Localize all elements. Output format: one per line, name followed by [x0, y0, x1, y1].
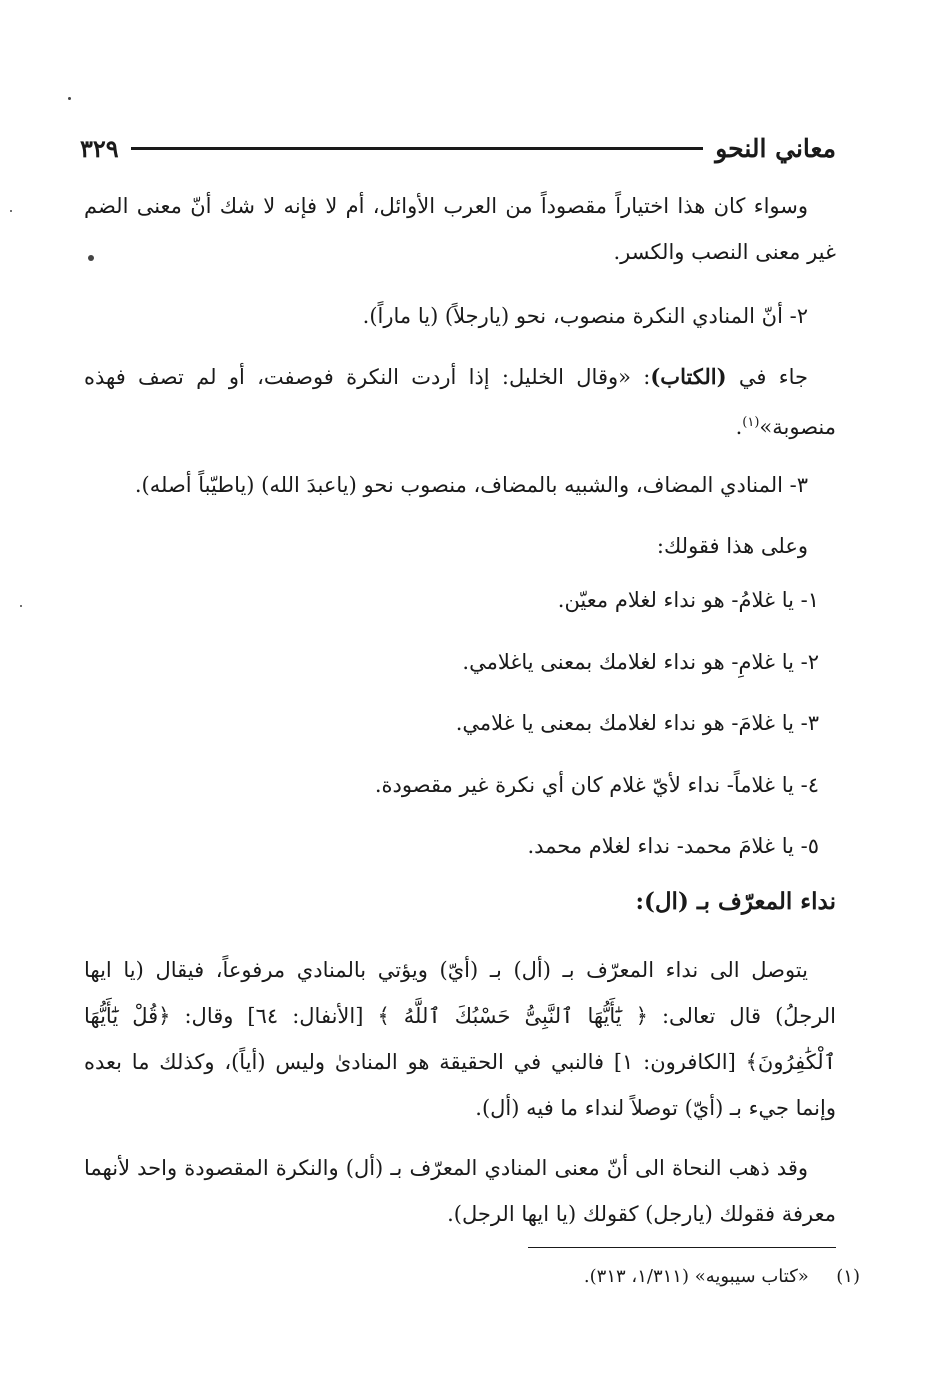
header-rule — [131, 147, 704, 150]
list-item: ٣- يا غلامَ- هو نداء لغلامك بمعنى يا غلامي. — [455, 711, 819, 735]
list-item: ١- يا غلامُ- هو نداء لغلام معيّن. — [557, 588, 819, 612]
paragraph-text: وسواء كان هذا اختياراً مقصوداً من العرب الأوائل، أم لا فإنه لا شك أنّ معنى الضم غير معنى النصب والكسر. — [84, 194, 836, 264]
footnote-ref[interactable]: (١) — [742, 415, 760, 430]
paragraph-2 — [84, 293, 836, 339]
footnote — [584, 1266, 860, 1287]
running-header — [80, 128, 836, 168]
paragraph-3 — [84, 354, 836, 450]
paragraph-text: يتوصل الى نداء المعرّف بـ (أل) بـ (أيّ) ويؤتي بالمنادي مرفوعاً، فيقال (يا ايها الرجلُ) قال تعالى: ﴿ يَٰٓأَيُّهَا ٱلنَّبِىُّ حَسْبُكَ ٱللَّهُ ﴾ [الأنفال: ٦٤] وقال: ﴿قُلْ يَٰٓأَيُّهَا ٱلْكَٰفِرُونَ﴾ [الكافرون: ١] فالنبي في الحقيقة هو المنادىٰ وليس (أياً)، وكذلك ما بعده وإنما جيء بـ (أيّ) توصلاً لنداء ما فيه (أل). — [84, 958, 836, 1120]
section-paragraph-1 — [84, 947, 836, 1131]
scan-speck — [10, 210, 12, 212]
paragraph-5 — [84, 523, 836, 569]
paragraph-text: وعلى هذا فقولك: — [656, 534, 808, 558]
paragraph-text: ٢- أنّ المنادي النكرة منصوب، نحو (يارجلاً) (يا ماراً). — [362, 304, 808, 328]
section-heading: نداء المعرّف بـ (ال): — [635, 888, 836, 915]
section-paragraph-2 — [84, 1145, 836, 1237]
scan-speck — [68, 97, 71, 100]
footnote-text: «كتاب سيبويه» (١/٣١١، ٣١٣). — [583, 1266, 809, 1287]
list-item: ٢- يا غلامِ- هو نداء لغلامك بمعنى ياغلامي. — [462, 650, 819, 674]
scan-speck — [20, 605, 22, 607]
quote-text: : «وقال الخليل: إذا أردت النكرة فوصفت، أو لم تصف فهذه منصوبة» — [84, 365, 836, 439]
list-item: ٤- يا غلاماً- نداء لأيّ غلام كان أي نكرة غير مقصودة. — [374, 773, 819, 797]
paragraph-text: ٣- المنادي المضاف، والشبيه بالمضاف، منصوب نحو (ياعبدَ الله) (ياطيّباً أصله). — [134, 473, 808, 497]
paragraph-end: . — [735, 415, 743, 439]
paragraph-1 — [84, 183, 836, 275]
book-title: (الكتاب) — [650, 364, 727, 389]
paragraph-text: وقد ذهب النحاة الى أنّ معنى المنادي المعرّف بـ (أل) والنكرة المقصودة واحد لأنهما معرفة فقولك (يارجل) كقولك (يا ايها الرجل). — [84, 1156, 836, 1226]
paragraph-text — [84, 354, 836, 450]
paragraph-prefix: جاء في — [726, 365, 808, 389]
list-item: ٥- يا غلامَ محمد- نداء لغلام محمد. — [527, 834, 819, 858]
paragraph-4 — [84, 462, 836, 508]
footnote-marker: (١) — [836, 1266, 860, 1287]
header-title: معاني النحو — [715, 133, 836, 163]
page-number: ٣٢٩ — [80, 133, 119, 163]
footnote-rule — [528, 1247, 836, 1248]
